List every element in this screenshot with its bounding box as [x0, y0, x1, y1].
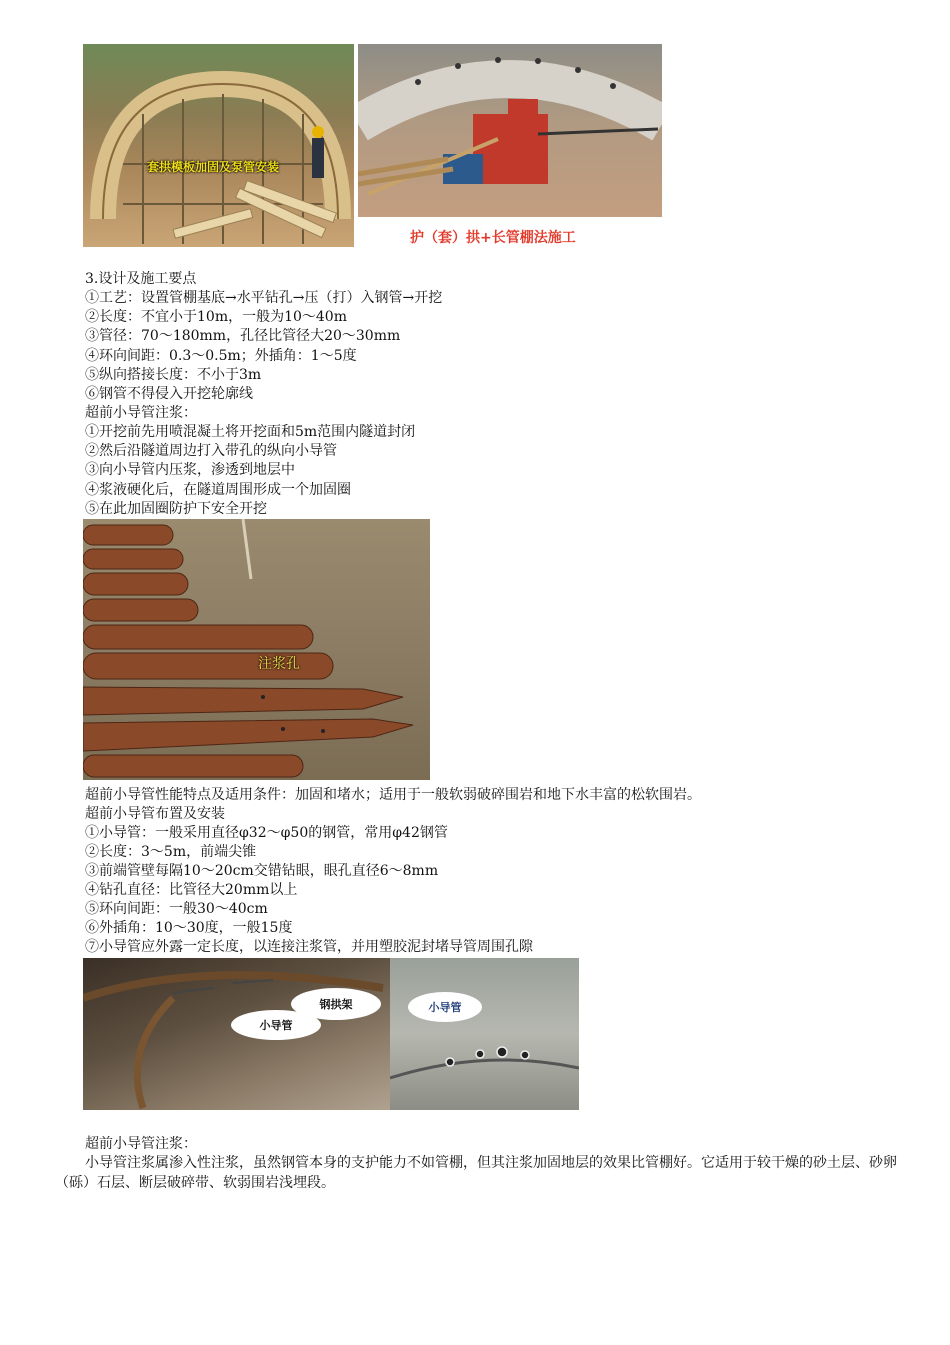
section3-item-6: ⑥钢管不得侵入开挖轮廓线 [85, 386, 253, 402]
layout-item-5: ⑤环向间距：一般30～40cm [85, 901, 268, 917]
grouting-item-2: ②然后沿隧道周边打入带孔的纵向小导管 [85, 443, 337, 459]
grouting-item-3: ③向小导管内压浆，渗透到地层中 [85, 462, 295, 478]
section3-heading: 3.设计及施工要点 [85, 271, 197, 287]
grouting-item-1: ①开挖前先用喷混凝土将开挖面和5m范围内隧道封闭 [85, 424, 416, 440]
pipe-roof-drilling-photo [358, 44, 662, 217]
steel-arch-illustration [83, 958, 390, 1110]
layout-heading: 超前小导管布置及安装 [85, 806, 225, 822]
layout-item-1: ①小导管：一般采用直径φ32～φ50的钢管，常用φ42钢管 [85, 825, 448, 841]
small-pipe-face-photo [390, 958, 579, 1110]
layout-item-6: ⑥外插角：10～30度，一般15度 [85, 920, 293, 936]
small-pipe-label-right: 小导管 [408, 992, 482, 1022]
section3-item-3: ③管径：70～180mm，孔径比管径大20～30mm [85, 328, 401, 344]
drilling-rig-illustration [358, 44, 662, 217]
layout-item-4: ④钻孔直径：比管径大20mm以上 [85, 882, 298, 898]
section3-item-1: ①工艺：设置管棚基底→水平钻孔→压（打）入钢管→开挖 [85, 290, 443, 306]
drilling-caption: 护（套）拱+长管棚法施工 [410, 230, 576, 246]
small-pipes-photo [83, 519, 430, 780]
layout-item-7: ⑦小导管应外露一定长度，以连接注浆管，并用塑胶泥封堵导管周围孔隙 [85, 939, 533, 955]
section3-item-2: ②长度：不宜小于10m，一般为10～40m [85, 309, 347, 325]
steel-pipes-illustration [83, 519, 430, 780]
features-text: 超前小导管性能特点及适用条件：加固和堵水；适用于一般软弱破碎围岩和地下水丰富的松软围岩。 [85, 787, 701, 803]
steel-arch-label: 钢拱架 [291, 988, 381, 1020]
tunnel-steel-arch-photo [83, 958, 390, 1110]
layout-item-2: ②长度：3～5m，前端尖锥 [85, 844, 257, 860]
section3-item-4: ④环向间距：0.3～0.5m；外插角：1～5度 [85, 348, 357, 364]
final-paragraph: 小导管注浆属渗入性注浆，虽然钢管本身的支护能力不如管棚，但其注浆加固地层的效果比管棚好。它适用于较干燥的砂土层、砂卵（砾）石层、断层破碎带、软弱围岩浅埋段。 [55, 1155, 897, 1191]
grouting-item-4: ④浆液硬化后，在隧道周围形成一个加固圈 [85, 482, 351, 498]
small-pipe-label-left: 小导管 [231, 1010, 321, 1040]
arch-formwork-illustration [83, 44, 354, 247]
grout-hole-label: 注浆孔 [258, 656, 300, 672]
section3-item-5: ⑤纵向搭接长度：不小于3m [85, 367, 262, 383]
arch-formwork-photo [83, 44, 354, 247]
grouting-item-5: ⑤在此加固圈防护下安全开挖 [85, 501, 267, 517]
grouting-heading: 超前小导管注浆： [85, 405, 197, 421]
layout-item-3: ③前端管壁每隔10～20cm交错钻眼，眼孔直径6～8mm [85, 863, 439, 879]
arch-caption: 套拱模板加固及泵管安装 [147, 160, 280, 174]
pipe-face-illustration [390, 958, 579, 1110]
final-heading: 超前小导管注浆： [85, 1136, 197, 1152]
